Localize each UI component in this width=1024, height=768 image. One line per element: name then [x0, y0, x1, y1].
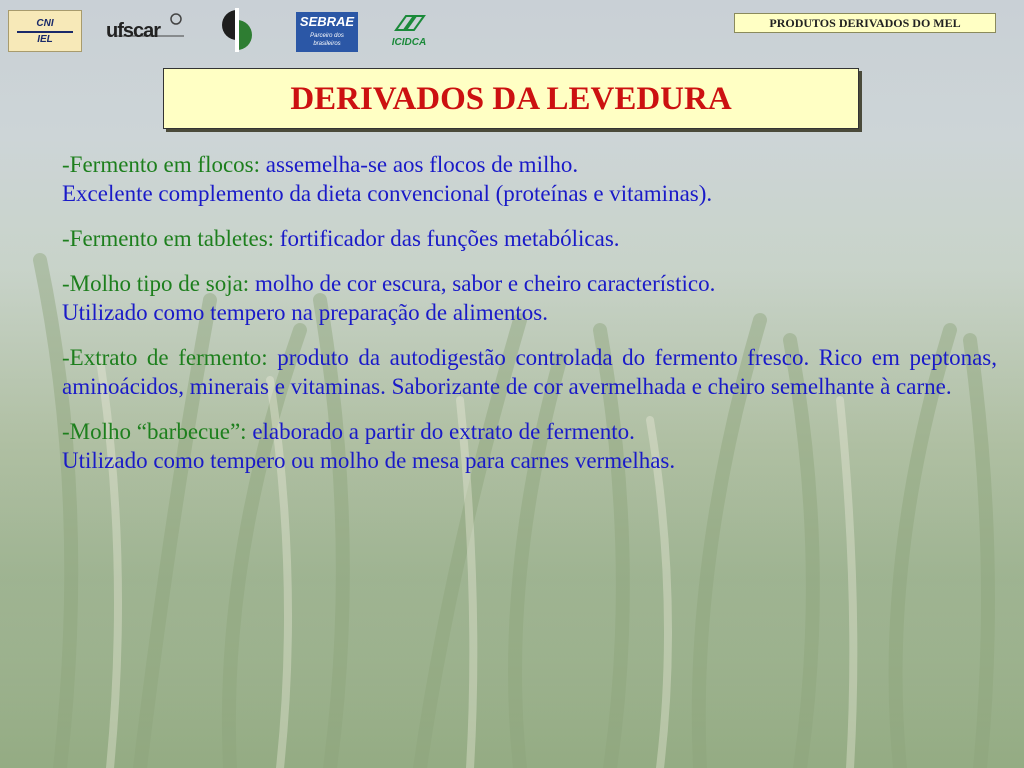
- item-extrato-fermento: [62, 343, 997, 401]
- item-description-line2: Utilizado como tempero ou molho de mesa para carnes vermelhas.: [62, 448, 676, 473]
- item-description: elaborado a partir do extrato de fermento.: [246, 419, 635, 444]
- slide-title: DERIVADOS DA LEVEDURA: [290, 81, 732, 117]
- item-description: fortificador das funções metabólicas.: [274, 226, 620, 251]
- item-fermento-flocos: [62, 150, 997, 208]
- section-tag: PRODUTOS DERIVADOS DO MEL: [734, 13, 996, 33]
- cni-iel-logo: [8, 10, 82, 52]
- item-fermento-tabletes: [62, 224, 997, 253]
- ufscar-logo: [106, 12, 188, 44]
- sebrae-logo-text: SEBRAE: [299, 14, 355, 29]
- cni-logo-text: CNI: [36, 18, 54, 29]
- item-term: -Fermento em tabletes:: [62, 226, 275, 251]
- item-term: -Molho tipo de soja:: [62, 271, 250, 296]
- sebrae-logo-subtitle: Parceiro dos brasileiros: [310, 33, 344, 47]
- item-description-line2: Excelente complemento da dieta convencional (proteínas e vitaminas).: [62, 181, 713, 206]
- title-box: [163, 68, 859, 129]
- item-description: assemelha-se aos flocos de milho.: [260, 152, 579, 177]
- institution-mark-logo: [220, 8, 254, 52]
- item-description: produto da autodigestão controlada do fermento fresco. Rico em peptonas, aminoácidos, minerais e vitaminas. Saborizante de cor avermelhada e cheiro semelhante à carne.: [62, 345, 997, 399]
- item-molho-soja: [62, 269, 997, 327]
- sebrae-logo: [296, 12, 358, 52]
- icidca-logo: [384, 12, 434, 48]
- item-description-line2: Utilizado como tempero na preparação de alimentos.: [62, 300, 548, 325]
- slide-body: [62, 150, 997, 475]
- item-description: molho de cor escura, sabor e cheiro característico.: [249, 271, 716, 296]
- item-term: -Fermento em flocos:: [62, 152, 261, 177]
- item-molho-barbecue: [62, 417, 997, 475]
- ufscar-logo-text: ufscar: [106, 20, 161, 42]
- item-term: -Extrato de fermento:: [62, 345, 268, 370]
- iel-logo-text: IEL: [37, 34, 53, 45]
- item-term: -Molho “barbecue”:: [62, 419, 247, 444]
- icidca-logo-text: ICIDCA: [391, 37, 427, 48]
